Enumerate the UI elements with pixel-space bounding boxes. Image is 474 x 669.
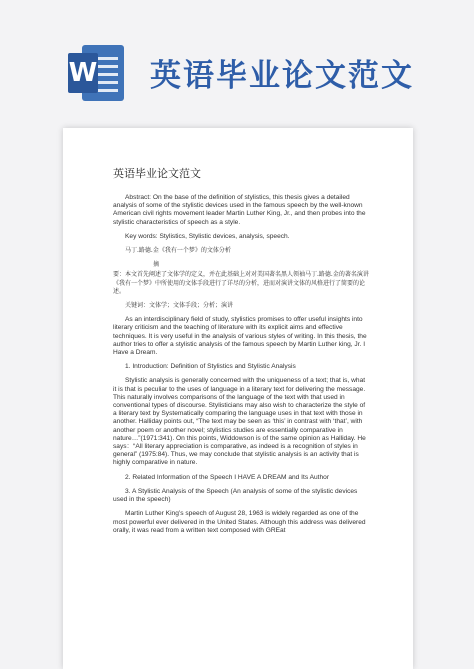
document-body <box>113 194 369 541</box>
section-1-paragraph: Stylistic analysis is generally concerned with the uniqueness of a text; that is, what it is that is peculiar to the uses of language in a literary text for delivering the message. This naturally involves comparisons of the language of the text with that used in conventional types of discourse. Stylisticians may also wish to characterize the style of a literary text by Systematically comparing the language uses in that text with those in another. Halliday points out, “The text may be seen as ‘this’ in contrast with ‘that’, with another poem or another novel; stylistics studies are essentially comparative in nature…”(1971:341). On this points, Widdowson is of the same opinion as Halliday. He says：“All literary appreciation is comparative, as indeed is a recognition of styles in general” (1975:84). Thus, we may conclude that stylistic analysis is an activity that is highly comparative in nature. <box>113 377 366 467</box>
keywords-paragraph: Key words: Stylistics, Stylistic devices, analysis, speech. <box>125 232 290 240</box>
section-heading-2: 2. Related Information of the Speech I HAVE A DREAM and Its Author <box>125 473 330 481</box>
chinese-title: 马丁.路德.金《我有一个梦》的文体分析 <box>125 247 231 255</box>
chinese-abstract-heading: 摘 <box>153 261 160 269</box>
abstract-paragraph: Abstract: On the base of the definition of stylistics, this thesis gives a detailed analysis of some of the stylistic devices used in the famous speech by the well-known American civil rights movement leader Martin Luther King, Jr., and then probes into the stylistic characteristics of speech as a style. <box>113 194 366 226</box>
word-file-icon <box>68 45 124 101</box>
section-heading-1: 1. Introduction: Definition of Stylistics and Stylistic Analysis <box>125 363 296 371</box>
chinese-keywords: 关键词：文体学；文体手段；分析；演讲 <box>125 302 234 310</box>
section-heading-3: 3. A Stylistic Analysis of the Speech (An analysis of some of the stylistic devices used in the speech) <box>113 487 358 504</box>
banner <box>0 0 474 120</box>
document-title: 英语毕业论文范文 <box>113 167 201 180</box>
word-logo-letter: W <box>68 53 98 93</box>
section-3-paragraph: Martin Luther King’s speech of August 28, 1963 is widely regarded as one of the most powerful ever delivered in the United States. Although this address was delivered orally, it was read from a written text composed with GREat <box>113 510 366 534</box>
document-page <box>63 128 413 669</box>
banner-title: 英语毕业论文范文 <box>150 58 414 94</box>
intro-paragraph: As an interdisciplinary field of study, stylistics promises to offer useful insights into literary criticism and the teaching of literature with its explicit aims and effective techniques. It is very useful in the analysis of various styles of writing. In this thesis, the author tries to offer a stylistic analysis of the famous speech by Martin Luther king, Jr. I Have a Dream. <box>113 316 367 357</box>
chinese-abstract: 要：本文首先阐述了文体学的定义，并在此基础上对对美国著名黑人领袖马丁.路德.金的著名演讲《我有一个梦》中所使用的文体手段进行了详尽的分析，进而对演讲文体的风格进行了简要的论述。 <box>113 271 369 295</box>
